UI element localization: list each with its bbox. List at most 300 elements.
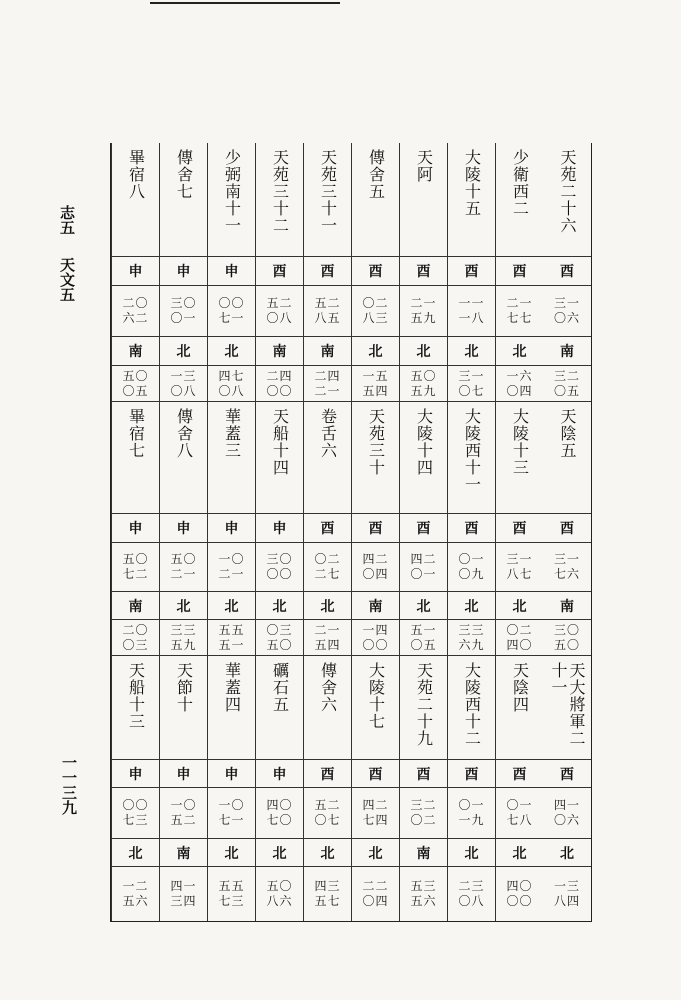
cell-text: 一三〇八 (170, 368, 197, 398)
cell-text: 申 (128, 521, 143, 537)
cell-text: 北 (224, 598, 239, 615)
direction-cell (543, 591, 591, 619)
cell-text: 五二〇七 (314, 798, 341, 827)
cell-text: 天阿 (414, 149, 434, 183)
cell-text: 天大將軍二十一 (549, 662, 586, 747)
direction-cell (352, 336, 399, 365)
hour-cell (400, 513, 447, 542)
cell-text: 北 (224, 845, 239, 862)
star-name-cell (160, 655, 207, 759)
cell-text: 酉 (272, 264, 287, 280)
cell-text: 〇二二七 (314, 552, 341, 581)
hour-cell (256, 256, 303, 285)
hour-cell (352, 513, 399, 542)
cell-text: 一〇七一 (218, 798, 245, 827)
star-name-cell (400, 655, 447, 759)
cell-text: 五二八五 (314, 296, 341, 325)
hour-cell (160, 513, 207, 542)
degree-value-cell (208, 285, 255, 336)
cell-text: 一二五六 (122, 879, 149, 908)
cell-text: 酉 (512, 766, 527, 783)
table-column (447, 143, 495, 921)
direction-cell (400, 838, 447, 866)
direction-cell (160, 838, 207, 866)
degree-value-cell (543, 285, 591, 336)
cell-text: 大陵十四 (414, 408, 434, 476)
minute-value-cell (400, 866, 447, 921)
hour-cell (448, 513, 495, 542)
direction-cell (448, 591, 495, 619)
minute-value-cell (208, 365, 255, 401)
degree-value-cell (304, 787, 351, 838)
minute-value-cell (400, 619, 447, 655)
hour-cell (160, 759, 207, 787)
page-number: 一一三九 (60, 755, 78, 815)
cell-text: 申 (224, 766, 239, 783)
cell-text: 〇二八三 (362, 296, 389, 325)
cell-text: 二三〇八 (458, 879, 485, 908)
star-name-cell (448, 401, 495, 513)
cell-text: 少衛西二 (510, 149, 530, 217)
table-column (111, 143, 159, 921)
table-column (303, 143, 351, 921)
degree-value-cell (256, 787, 303, 838)
cell-text: 少弼南十一 (222, 149, 242, 234)
cell-text: 北 (464, 344, 479, 360)
direction-cell (208, 591, 255, 619)
star-name-cell (208, 655, 255, 759)
cell-text: 大陵十五 (462, 149, 482, 217)
cell-text: 酉 (512, 264, 527, 280)
star-name-cell (352, 143, 399, 256)
star-name-cell (448, 143, 495, 256)
minute-value-cell (448, 866, 495, 921)
degree-value-cell (208, 787, 255, 838)
direction-cell (496, 838, 543, 866)
direction-cell (112, 838, 159, 866)
cell-text: 南 (272, 344, 287, 360)
cell-text: 三〇〇一 (170, 296, 197, 325)
star-name-cell (160, 401, 207, 513)
cell-text: 四〇〇〇 (506, 879, 533, 908)
cell-text: 天苑三十二 (270, 149, 290, 234)
cell-text: 五〇五九 (410, 368, 437, 398)
cell-text: 酉 (320, 521, 335, 537)
cell-text: 酉 (416, 766, 431, 783)
cell-text: 四一三四 (170, 879, 197, 908)
minute-value-cell (160, 866, 207, 921)
cell-text: 北 (464, 598, 479, 615)
cell-text: 二一五四 (314, 622, 341, 652)
cell-text: 南 (320, 344, 335, 360)
cell-text: 三二〇五 (553, 368, 580, 398)
star-name-cell (496, 401, 543, 513)
cell-text: 五五五一 (218, 622, 245, 652)
hour-cell (256, 513, 303, 542)
cell-text: 四二七四 (362, 798, 389, 827)
hour-cell (543, 256, 591, 285)
cell-text: 申 (128, 264, 143, 280)
table-column (543, 143, 591, 921)
star-name-cell (256, 655, 303, 759)
minute-value-cell (256, 866, 303, 921)
cell-text: 天苑二十六 (558, 149, 577, 234)
cell-text: 申 (272, 766, 287, 783)
degree-value-cell (448, 285, 495, 336)
cell-text: 三三六九 (458, 622, 485, 652)
cell-text: 〇三五〇 (266, 622, 293, 652)
star-name-cell (208, 143, 255, 256)
cell-text: 一四〇〇 (362, 622, 389, 652)
cell-text: 五三五六 (410, 879, 437, 908)
direction-cell (112, 336, 159, 365)
cell-text: 酉 (368, 766, 383, 783)
cell-text: 北 (320, 598, 335, 615)
cell-text: 大陵十七 (366, 662, 386, 730)
degree-value-cell (112, 787, 159, 838)
direction-cell (400, 591, 447, 619)
cell-text: 南 (128, 598, 143, 615)
direction-cell (160, 591, 207, 619)
cell-text: 三〇〇〇 (266, 552, 293, 581)
cell-text: 南 (128, 344, 143, 360)
cell-text: 三一七六 (553, 552, 580, 581)
star-name-cell (160, 143, 207, 256)
cell-text: 天苑二十九 (414, 662, 434, 747)
direction-cell (256, 838, 303, 866)
degree-value-cell (160, 285, 207, 336)
cell-text: 申 (224, 521, 239, 537)
cell-text: 三一〇七 (458, 368, 485, 398)
cell-text: 二一五九 (410, 296, 437, 325)
cell-text: 大陵西十二 (462, 662, 482, 747)
cell-text: 酉 (416, 264, 431, 280)
degree-value-cell (352, 285, 399, 336)
table-column (351, 143, 399, 921)
direction-cell (304, 336, 351, 365)
cell-text: 傳舍七 (174, 149, 194, 200)
direction-cell (304, 591, 351, 619)
star-name-cell (543, 401, 591, 513)
hour-cell (448, 256, 495, 285)
minute-value-cell (160, 619, 207, 655)
star-name-cell (304, 143, 351, 256)
cell-text: 礪石五 (270, 662, 290, 713)
hour-cell (208, 256, 255, 285)
chapter-label: 天文五 (58, 257, 76, 302)
hour-cell (304, 256, 351, 285)
cell-text: 一〇五二 (170, 798, 197, 827)
cell-text: 北 (416, 598, 431, 615)
hour-cell (112, 256, 159, 285)
minute-value-cell (352, 365, 399, 401)
direction-cell (352, 591, 399, 619)
degree-value-cell (400, 285, 447, 336)
minute-value-cell (256, 619, 303, 655)
cell-text: 北 (512, 344, 527, 360)
degree-value-cell (496, 285, 543, 336)
star-name-cell (304, 401, 351, 513)
cell-text: 北 (272, 845, 287, 862)
cell-text: 五〇七二 (122, 552, 149, 581)
degree-value-cell (352, 542, 399, 591)
minute-value-cell (352, 866, 399, 921)
degree-value-cell (304, 542, 351, 591)
degree-value-cell (256, 285, 303, 336)
cell-text: 酉 (464, 766, 479, 783)
cell-text: 天苑三十 (366, 408, 386, 476)
degree-value-cell (304, 285, 351, 336)
cell-text: 一三八四 (553, 879, 580, 908)
table-column (495, 143, 543, 921)
direction-cell (112, 591, 159, 619)
cell-text: 北 (560, 845, 574, 862)
cell-text: 申 (176, 264, 191, 280)
star-table (110, 143, 592, 922)
hour-cell (496, 256, 543, 285)
cell-text: 四二〇一 (410, 552, 437, 581)
cell-text: 天船十四 (270, 408, 290, 476)
minute-value-cell (352, 619, 399, 655)
degree-value-cell (448, 787, 495, 838)
cell-text: 二四〇〇 (266, 368, 293, 398)
minute-value-cell (160, 365, 207, 401)
cell-text: 酉 (464, 521, 479, 537)
cell-text: 南 (176, 845, 191, 862)
cell-text: 四七〇八 (218, 368, 245, 398)
cell-text: 三三五九 (170, 622, 197, 652)
cell-text: 南 (368, 598, 383, 615)
direction-cell (208, 336, 255, 365)
hour-cell (400, 759, 447, 787)
hour-cell (448, 759, 495, 787)
star-name-cell (400, 143, 447, 256)
degree-value-cell (543, 542, 591, 591)
direction-cell (496, 336, 543, 365)
cell-text: 〇〇七三 (122, 798, 149, 827)
cell-text: 酉 (560, 521, 574, 537)
cell-text: 天陰五 (558, 408, 577, 459)
cell-text: 南 (560, 344, 574, 360)
direction-cell (448, 336, 495, 365)
minute-value-cell (496, 619, 543, 655)
cell-text: 華蓋四 (222, 662, 242, 713)
star-name-cell (208, 401, 255, 513)
star-name-cell (543, 143, 591, 256)
degree-value-cell (208, 542, 255, 591)
cell-text: 傳舍八 (174, 408, 194, 459)
cell-text: 申 (176, 766, 191, 783)
hour-cell (208, 513, 255, 542)
cell-text: 五〇〇五 (122, 368, 149, 398)
hour-cell (304, 513, 351, 542)
cell-text: 北 (368, 344, 383, 360)
cell-text: 酉 (320, 264, 335, 280)
hour-cell (160, 256, 207, 285)
cell-text: 酉 (368, 521, 383, 537)
cell-text: 〇二四〇 (506, 622, 533, 652)
star-name-cell (352, 401, 399, 513)
star-name-cell (448, 655, 495, 759)
minute-value-cell (208, 866, 255, 921)
cell-text: 一〇二一 (218, 552, 245, 581)
degree-value-cell (543, 787, 591, 838)
cell-text: 二〇六二 (122, 296, 149, 325)
cell-text: 二二〇四 (362, 879, 389, 908)
cell-text: 三一八七 (506, 552, 533, 581)
cell-text: 四一〇六 (553, 798, 580, 827)
direction-cell (543, 838, 591, 866)
cell-text: 〇一一九 (458, 798, 485, 827)
cell-text: 天節十 (174, 662, 194, 713)
degree-value-cell (496, 787, 543, 838)
hour-cell (352, 256, 399, 285)
cell-text: 傳舍六 (318, 662, 338, 713)
cell-text: 北 (512, 598, 527, 615)
star-name-cell (112, 655, 159, 759)
direction-cell (160, 336, 207, 365)
minute-value-cell (112, 866, 159, 921)
cell-text: 北 (224, 344, 239, 360)
minute-value-cell (304, 619, 351, 655)
minute-value-cell (496, 365, 543, 401)
cell-text: 華蓋三 (222, 408, 242, 459)
top-rule (150, 2, 340, 4)
cell-text: 畢宿八 (126, 149, 146, 200)
table-column (207, 143, 255, 921)
volume-label: 志五 (58, 205, 76, 235)
degree-value-cell (160, 542, 207, 591)
cell-text: 〇〇七一 (218, 296, 245, 325)
direction-cell (400, 336, 447, 365)
cell-text: 申 (176, 521, 191, 537)
minute-value-cell (256, 365, 303, 401)
hour-cell (256, 759, 303, 787)
minute-value-cell (448, 365, 495, 401)
cell-text: 酉 (512, 521, 527, 537)
degree-value-cell (112, 542, 159, 591)
star-name-cell (496, 655, 543, 759)
cell-text: 一一一八 (458, 296, 485, 325)
star-name-cell (256, 401, 303, 513)
minute-value-cell (496, 866, 543, 921)
cell-text: 酉 (368, 264, 383, 280)
cell-text: 一五五四 (362, 368, 389, 398)
hour-cell (304, 759, 351, 787)
table-column (399, 143, 447, 921)
cell-text: 酉 (560, 766, 574, 783)
cell-text: 〇一〇九 (458, 552, 485, 581)
cell-text: 申 (224, 264, 239, 280)
cell-text: 四三五七 (314, 879, 341, 908)
cell-text: 北 (128, 845, 143, 862)
cell-text: 三〇五〇 (553, 622, 580, 652)
star-name-cell (352, 655, 399, 759)
cell-text: 酉 (416, 521, 431, 537)
degree-value-cell (352, 787, 399, 838)
cell-text: 大陵十三 (510, 408, 530, 476)
cell-text: 大陵西十一 (462, 408, 482, 493)
cell-text: 酉 (560, 264, 574, 280)
hour-cell (208, 759, 255, 787)
minute-value-cell (112, 619, 159, 655)
cell-text: 南 (416, 845, 431, 862)
cell-text: 五二〇八 (266, 296, 293, 325)
cell-text: 一六〇四 (506, 368, 533, 398)
minute-value-cell (448, 619, 495, 655)
hour-cell (400, 256, 447, 285)
minute-value-cell (543, 365, 591, 401)
cell-text: 畢宿七 (126, 408, 146, 459)
cell-text: 申 (128, 766, 143, 783)
star-name-cell (256, 143, 303, 256)
cell-text: 五五七三 (218, 879, 245, 908)
cell-text: 二〇〇三 (122, 622, 149, 652)
hour-cell (543, 513, 591, 542)
cell-text: 天苑三十一 (318, 149, 338, 234)
cell-text: 北 (416, 344, 431, 360)
cell-text: 傳舍五 (366, 149, 386, 200)
cell-text: 北 (368, 845, 383, 862)
cell-text: 北 (176, 598, 191, 615)
cell-text: 北 (272, 598, 287, 615)
cell-text: 卷舌六 (318, 408, 338, 459)
direction-cell (352, 838, 399, 866)
star-name-cell (304, 655, 351, 759)
cell-text: 五〇八六 (266, 879, 293, 908)
minute-value-cell (112, 365, 159, 401)
cell-text: 南 (560, 598, 574, 615)
hour-cell (112, 513, 159, 542)
minute-value-cell (208, 619, 255, 655)
star-name-cell (400, 401, 447, 513)
cell-text: 申 (272, 521, 287, 537)
minute-value-cell (543, 619, 591, 655)
direction-cell (256, 591, 303, 619)
degree-value-cell (160, 787, 207, 838)
cell-text: 四〇七〇 (266, 798, 293, 827)
table-column (159, 143, 207, 921)
degree-value-cell (256, 542, 303, 591)
cell-text: 天陰四 (510, 662, 530, 713)
direction-cell (304, 838, 351, 866)
cell-text: 〇一七八 (506, 798, 533, 827)
cell-text: 三二〇二 (410, 798, 437, 827)
hour-cell (496, 513, 543, 542)
hour-cell (496, 759, 543, 787)
hour-cell (352, 759, 399, 787)
star-name-cell (496, 143, 543, 256)
direction-cell (448, 838, 495, 866)
cell-text: 酉 (464, 264, 479, 280)
degree-value-cell (112, 285, 159, 336)
cell-text: 四二〇四 (362, 552, 389, 581)
cell-text: 三一〇六 (553, 296, 580, 325)
direction-cell (496, 591, 543, 619)
cell-text: 天船十三 (126, 662, 146, 730)
margin-header (58, 205, 76, 302)
degree-value-cell (448, 542, 495, 591)
minute-value-cell (400, 365, 447, 401)
cell-text: 北 (512, 845, 527, 862)
star-name-cell (112, 401, 159, 513)
star-name-cell (543, 655, 591, 759)
cell-text: 二四二一 (314, 368, 341, 398)
table-column (255, 143, 303, 921)
cell-text: 五一〇五 (410, 622, 437, 652)
degree-value-cell (400, 542, 447, 591)
star-name-cell (112, 143, 159, 256)
